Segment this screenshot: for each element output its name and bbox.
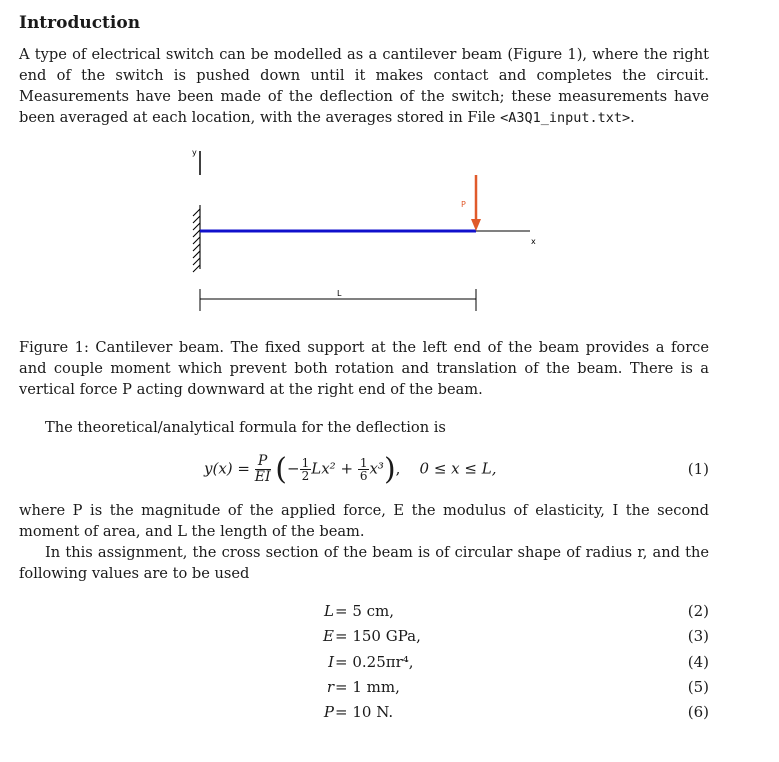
equation-1-body: y(x) = $\frac{P}{EI}$ (− $\frac{1}{2}$ Lx² + $\frac{1}{6}$ x³), 0 ≤ x ≤ L, [204,452,497,487]
equation-1 [19,452,709,492]
intro-text-end: . [630,109,635,126]
intro-paragraph [19,44,709,129]
eq1-term2: x³ [369,459,384,478]
value-row: P = 10 N. (6) [323,703,709,721]
cantilever-figure [19,135,709,325]
eq1-lhs: y(x) = [204,459,250,478]
values-list [19,602,709,732]
where-paragraph: where P is the magnitude of the applied force, E the modulus of elasticity, I the second moment of area, and L the length of the beam. [19,502,709,540]
document-page [19,12,709,732]
eq1-fraction: $\frac{P}{EI}$ [254,453,271,485]
value-row: I = 0.25πr⁴, (4) [328,653,709,671]
value-row: E = 150 GPa, (3) [323,627,709,645]
value-row: L = 5 cm, (2) [324,602,709,620]
eq1-number: (1) [687,460,709,478]
eq1-sixth: $\frac{1}{6}$ [359,456,368,483]
eq1-half: $\frac{1}{2}$ [301,456,310,483]
eq1-term1: Lx² [311,459,336,478]
eq1-domain: 0 ≤ x ≤ L, [419,459,497,478]
y-axis-label: y [192,148,197,157]
cantilever-diagram [19,135,709,325]
formula-intro: The theoretical/analytical formula for the deflection is [45,419,446,436]
figure-caption: Figure 1: Cantilever beam. The fixed support at the left end of the beam provides a force and couple moment which prevent both rotation and translation of the beam. There is a vertical force P acting downward at the right end of the beam. [19,339,709,398]
length-label: L [337,289,342,298]
fixed-support-hatch [193,205,200,272]
x-axis-label: x [531,237,536,246]
intro-text: A type of electrical switch can be modelled as a cantilever beam (Figure 1), where the right end of the switch is pushed down until it makes contact and completes the circuit. Measurements have been made of the deflection of the switch; these measurements have been averaged at each location, with the averages stored in File [19,46,709,126]
assignment-paragraph: In this assignment, the cross section of the beam is of circular shape of radius r, and the following values are to be used [19,544,709,582]
section-title: Introduction [19,13,141,33]
eq1-open-paren: ( [275,452,288,487]
force-arrow [471,175,481,231]
input-file-name: <A3Q1_input.txt> [500,110,631,126]
force-label: P [461,200,466,209]
eq1-plus: + [340,459,354,478]
eq1-close-paren: ) [383,452,396,487]
value-row: r = 1 mm, (5) [326,678,709,696]
eq1-minus: − [287,459,300,478]
